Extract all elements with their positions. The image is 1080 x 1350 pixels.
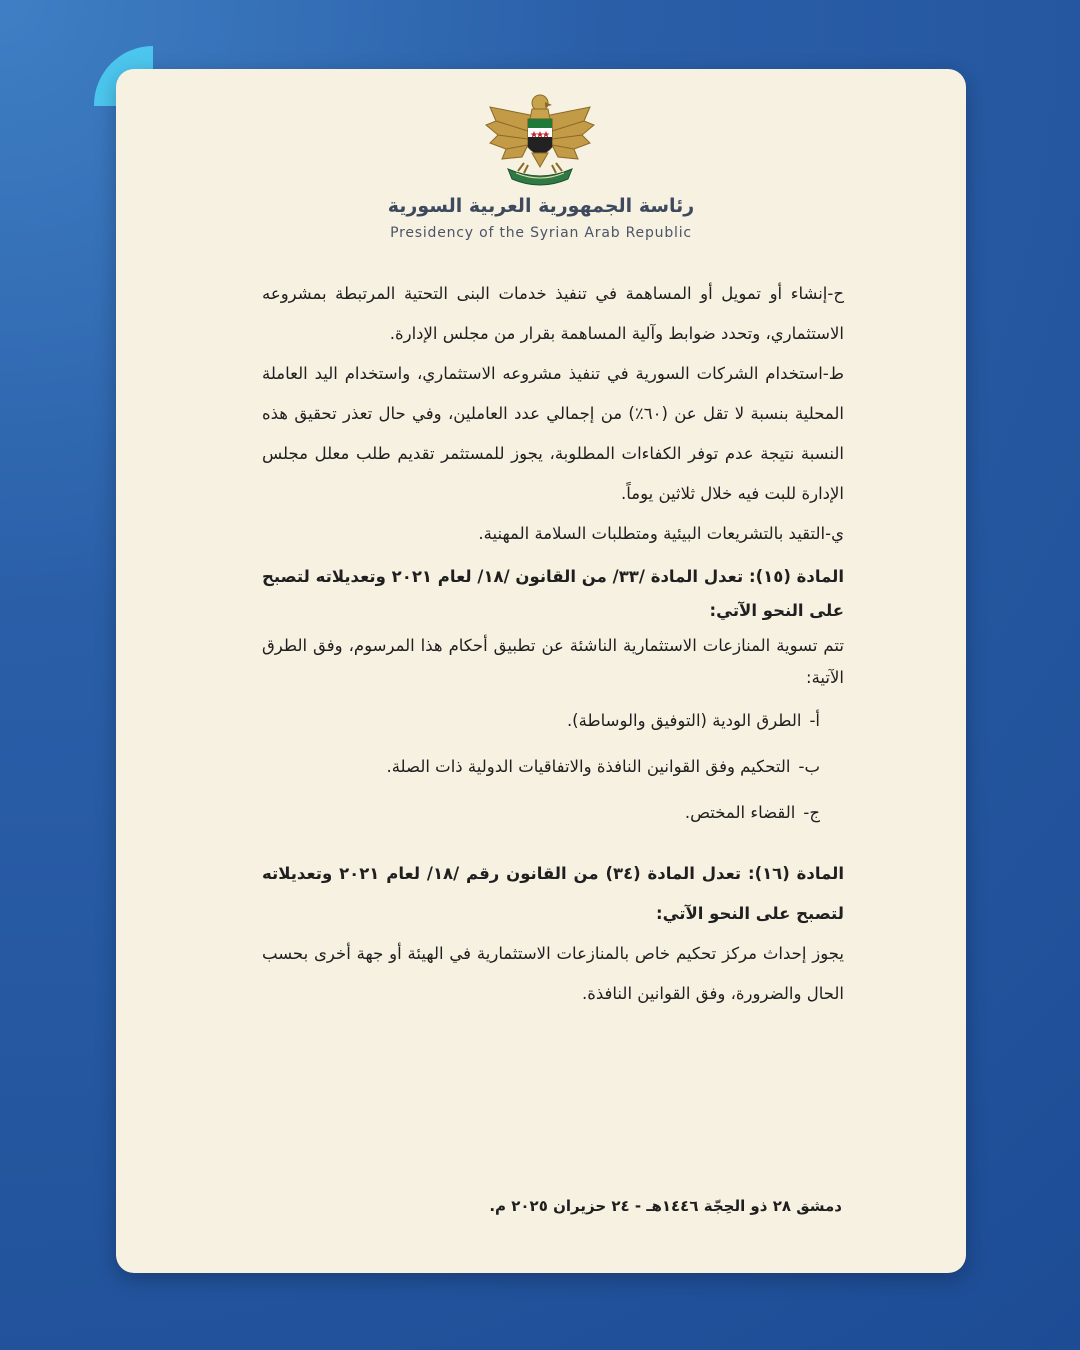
clause-h: ح-إنشاء أو تمويل أو المساهمة في تنفيذ خدمات البنى التحتية المرتبطة بمشروعه الاستثماري، وتحدد ضوابط وآلية المساهمة بقرار من مجلس الإدارة. [262, 284, 844, 343]
clause-t: ط-استخدام الشركات السورية في تنفيذ مشروعه الاستثماري، واستخدام اليد العاملة المحلية بنسبة لا تقل عن (٦٠٪) من إجمالي عدد العاملين، وفي حال تعذر تحقيق هذه النسبة نتيجة عدم توفر الكفاءات المطلوبة، يجوز للمستثمر تقديم طلب معلل مجلس الإدارة للبت فيه خلال ثلاثين يوماً. [262, 364, 844, 503]
article-15-heading: المادة (١٥): تعدل المادة /٣٣/ من القانون /١٨/ لعام ٢٠٢١ وتعديلاته لتصبح على النحو الآتي: [262, 567, 844, 620]
list-item [262, 744, 820, 790]
list-marker: ج- [803, 803, 820, 822]
presidency-title-english: Presidency of the Syrian Arab Republic [390, 225, 692, 241]
decree-date-line: دمشق ٢٨ ذو الحِجّة ١٤٤٦هـ - ٢٤ حزيران ٢٠٢٥ م. [489, 1197, 842, 1215]
list-item [262, 698, 820, 744]
article-16-heading: المادة (١٦): تعدل المادة (٣٤) من القانون رقم /١٨/ لعام ٢٠٢١ وتعديلاته لتصبح على النحو الآتي: [262, 864, 844, 923]
decree-page [116, 69, 966, 1273]
list-item-text: القضاء المختص. [684, 803, 796, 822]
decree-body [262, 274, 844, 1014]
article-15-methods-list [262, 698, 820, 836]
article-16-body: يجوز إحداث مركز تحكيم خاص بالمنازعات الاستثمارية في الهيئة أو جهة أخرى بحسب الحال والضرورة، وفق القوانين النافذة. [262, 944, 844, 1003]
article-15-intro: تتم تسوية المنازعات الاستثمارية الناشئة عن تطبيق أحكام هذا المرسوم، وفق الطرق الآتية: [262, 636, 844, 687]
list-item-text: الطرق الودية (التوفيق والوساطة). [566, 711, 802, 730]
list-marker: ب- [798, 757, 820, 776]
list-item [262, 790, 820, 836]
list-item-text: التحكيم وفق القوانين النافذة والاتفاقيات الدولية ذات الصلة. [386, 757, 791, 776]
clause-y: ي-التقيد بالتشريعات البيئية ومتطلبات السلامة المهنية. [478, 524, 844, 543]
syrian-eagle-emblem-icon [482, 87, 598, 193]
presidency-title-arabic: رئاسة الجمهورية العربية السورية [387, 195, 695, 217]
list-marker: أ- [809, 711, 820, 730]
